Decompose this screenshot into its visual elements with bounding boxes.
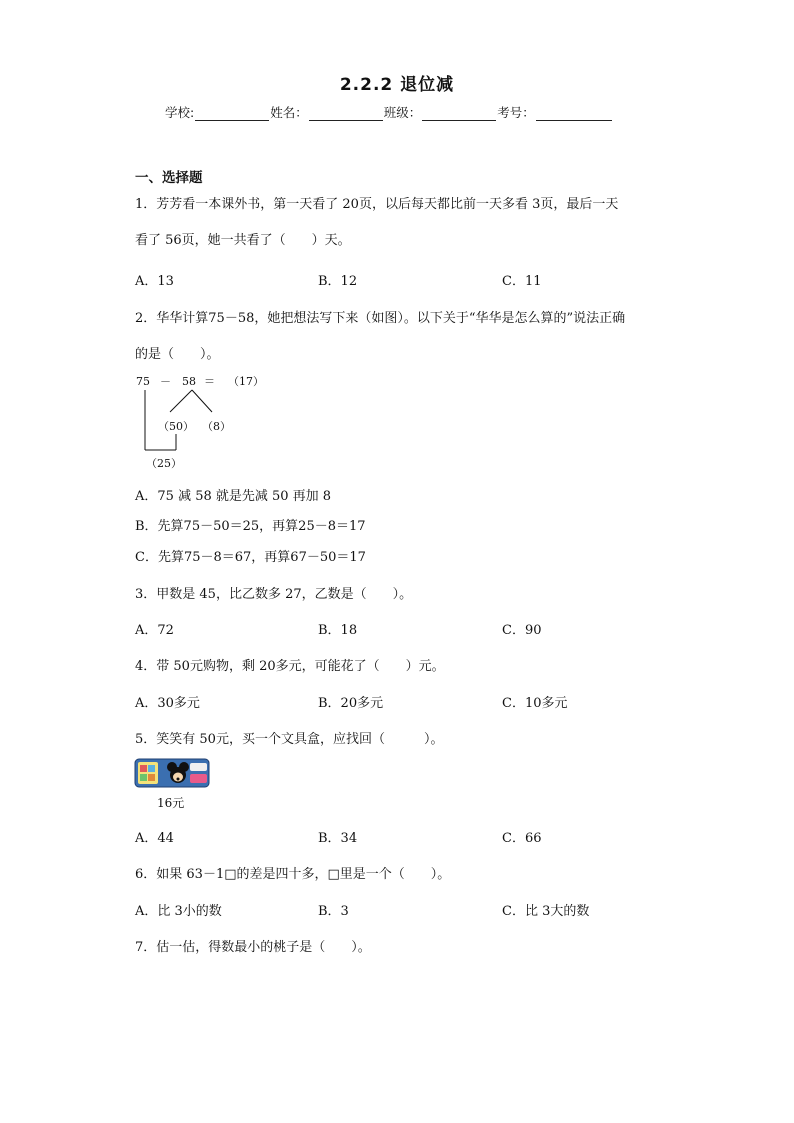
- q7-line1: 7．估一估，得数最小的桃子是（ ）。: [135, 940, 371, 955]
- q4-line1: 4．带 50元购物，剩 20多元，可能花了（ ）元。: [135, 659, 445, 674]
- q5-line1: 5．笑笑有 50元，买一个文具盒，应找回（ ）。: [135, 732, 444, 747]
- q6-option-b[interactable]: B．3: [318, 904, 349, 919]
- diagram-left-part: （50）: [158, 420, 194, 433]
- name-blank[interactable]: [309, 108, 383, 121]
- q1-line1: 1．芳芳看一本课外书，第一天看了 20页，以后每天都比前一天多看 3页，最后一天: [135, 197, 619, 212]
- q2-option-c[interactable]: C．先算75－8＝67，再算67－50＝17: [135, 550, 366, 565]
- q1-option-c[interactable]: C．11: [502, 274, 542, 289]
- q2-line2: 的是（ ）。: [135, 347, 220, 362]
- q5-option-c[interactable]: C．66: [502, 831, 542, 846]
- page-title: 2.2.2 退位减: [339, 75, 455, 95]
- q2-option-b[interactable]: B．先算75－50＝25，再算25－8＝17: [135, 519, 366, 534]
- class-blank[interactable]: [422, 108, 496, 121]
- q6-option-a[interactable]: A．比 3小的数: [135, 904, 222, 919]
- number-blank[interactable]: [536, 108, 612, 121]
- diagram-branch-right: [192, 390, 212, 412]
- q1-option-a[interactable]: A．13: [135, 274, 174, 289]
- diagram-result: （17）: [228, 375, 264, 388]
- q2-line1: 2．华华计算75－58，她把想法写下来（如图）。以下关于“华华是怎么算的”说法正确: [135, 311, 626, 326]
- q5-price-label: 16元: [157, 796, 185, 810]
- diagram-n2: 58: [182, 375, 196, 388]
- school-blank[interactable]: [195, 108, 269, 121]
- pencil-case-image: [134, 757, 210, 791]
- diagram-equals: ＝: [204, 375, 215, 388]
- q1-line2: 看了 56页，她一共看了（ ）天。: [135, 233, 351, 248]
- student-info-row: [165, 103, 613, 121]
- section-title: 一、选择题: [135, 170, 203, 186]
- q3-line1: 3．甲数是 45，比乙数多 27，乙数是（ ）。: [135, 587, 413, 602]
- q5-option-b[interactable]: B．34: [318, 831, 358, 846]
- number-label: 考号：: [497, 105, 535, 120]
- q4-option-c[interactable]: C．10多元: [502, 696, 568, 711]
- diagram-right-part: （8）: [202, 420, 231, 433]
- diagram-n1: 75: [136, 375, 150, 388]
- name-label: 姓名：: [270, 105, 308, 120]
- diagram-bottom: （25）: [146, 457, 182, 470]
- diagram-minus: －: [160, 375, 171, 388]
- school-label: 学校:: [165, 105, 195, 120]
- q3-option-c[interactable]: C．90: [502, 623, 542, 638]
- q3-option-b[interactable]: B．18: [318, 623, 358, 638]
- q4-option-b[interactable]: B．20多元: [318, 696, 384, 711]
- q6-option-c[interactable]: C．比 3大的数: [502, 904, 590, 919]
- q3-option-a[interactable]: A．72: [135, 623, 174, 638]
- q5-option-a[interactable]: A．44: [135, 831, 174, 846]
- diagram-branch-left: [170, 390, 192, 412]
- class-label: 班级：: [383, 105, 422, 120]
- q4-option-a[interactable]: A．30多元: [135, 696, 200, 711]
- subtraction-split-diagram: [130, 368, 280, 474]
- q1-option-b[interactable]: B．12: [318, 274, 358, 289]
- q6-line1: 6．如果 63－1□的差是四十多，□里是一个（ ）。: [135, 867, 451, 882]
- q2-option-a[interactable]: A．75 减 58 就是先减 50 再加 8: [135, 489, 332, 504]
